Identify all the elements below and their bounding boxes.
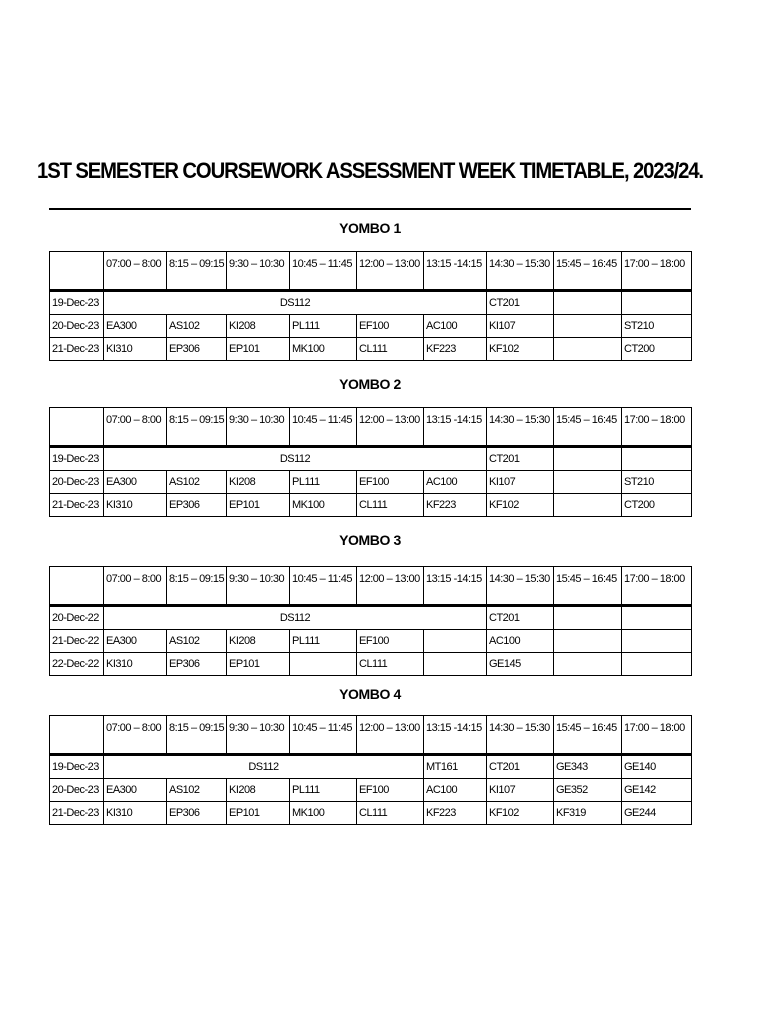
course-cell: EF100 (357, 779, 424, 802)
timetable-table (49, 566, 692, 676)
course-cell (554, 630, 622, 653)
course-cell: EF100 (357, 630, 424, 653)
course-cell: AS102 (167, 471, 227, 494)
course-cell: CT200 (622, 338, 692, 361)
date-cell: 21-Dec-22 (50, 630, 104, 653)
course-cell: AC100 (424, 779, 487, 802)
time-slot-header: 17:00 – 18:00 (622, 408, 692, 447)
time-slot-header: 10:45 – 11:45 (290, 567, 357, 606)
date-cell: 21-Dec-23 (50, 494, 104, 517)
time-slot-header: 15:45 – 16:45 (554, 716, 622, 755)
time-slot-header: 14:30 – 15:30 (487, 716, 554, 755)
course-cell: EA300 (104, 315, 167, 338)
time-slot-header: 13:15 -14:15 (424, 567, 487, 606)
date-cell: 20-Dec-22 (50, 606, 104, 630)
course-cell (622, 630, 692, 653)
time-slot-header: 07:00 – 8:00 (104, 716, 167, 755)
course-cell: EA300 (104, 779, 167, 802)
course-cell (622, 606, 692, 630)
time-slot-header: 12:00 – 13:00 (357, 408, 424, 447)
course-cell (554, 653, 622, 676)
course-cell: PL111 (290, 630, 357, 653)
course-cell: EP306 (167, 494, 227, 517)
section-title: YOMBO 2 (339, 376, 401, 392)
merged-course-cell: DS112 (104, 606, 487, 630)
page-title: 1ST SEMESTER COURSEWORK ASSESSMENT WEEK TIMETABLE, 2023/24. (37, 158, 703, 183)
course-cell (622, 653, 692, 676)
merged-course-cell: DS112 (104, 447, 487, 471)
course-cell: PL111 (290, 779, 357, 802)
course-cell (554, 447, 622, 471)
table-row (50, 802, 692, 825)
time-slot-header: 14:30 – 15:30 (487, 567, 554, 606)
course-cell: KF223 (424, 802, 487, 825)
table-row (50, 653, 692, 676)
course-cell (554, 338, 622, 361)
course-cell (554, 471, 622, 494)
course-cell: CT201 (487, 447, 554, 471)
course-cell: EP306 (167, 653, 227, 676)
date-cell: 19-Dec-23 (50, 447, 104, 471)
time-slot-header: 12:00 – 13:00 (357, 567, 424, 606)
time-slot-header: 13:15 -14:15 (424, 408, 487, 447)
course-cell: AS102 (167, 779, 227, 802)
time-slot-header: 17:00 – 18:00 (622, 716, 692, 755)
table-row (50, 471, 692, 494)
time-slot-header: 07:00 – 8:00 (104, 408, 167, 447)
date-cell: 20-Dec-23 (50, 315, 104, 338)
course-cell: EF100 (357, 315, 424, 338)
course-cell: CT201 (487, 291, 554, 315)
time-slot-header: 9:30 – 10:30 (227, 252, 290, 291)
date-cell: 22-Dec-22 (50, 653, 104, 676)
course-cell: MT161 (424, 755, 487, 779)
header-row (50, 252, 692, 291)
table-row (50, 315, 692, 338)
course-cell (554, 494, 622, 517)
course-cell: KF102 (487, 802, 554, 825)
time-slot-header: 12:00 – 13:00 (357, 716, 424, 755)
course-cell: GE140 (622, 755, 692, 779)
time-slot-header: 14:30 – 15:30 (487, 408, 554, 447)
course-cell: KF102 (487, 338, 554, 361)
course-cell: CL111 (357, 802, 424, 825)
course-cell: EA300 (104, 630, 167, 653)
course-cell (622, 291, 692, 315)
course-cell: CT201 (487, 755, 554, 779)
time-slot-header: 17:00 – 18:00 (622, 567, 692, 606)
course-cell: KI208 (227, 630, 290, 653)
course-cell: AS102 (167, 315, 227, 338)
course-cell: KI310 (104, 494, 167, 517)
table-row (50, 494, 692, 517)
time-slot-header: 17:00 – 18:00 (622, 252, 692, 291)
course-cell: PL111 (290, 471, 357, 494)
course-cell: EP306 (167, 802, 227, 825)
course-cell: PL111 (290, 315, 357, 338)
merged-course-cell: DS112 (104, 755, 424, 779)
time-slot-header: 10:45 – 11:45 (290, 716, 357, 755)
course-cell: MK100 (290, 494, 357, 517)
course-cell: KI208 (227, 315, 290, 338)
table-row (50, 447, 692, 471)
table-row (50, 755, 692, 779)
table-row (50, 291, 692, 315)
course-cell: CT200 (622, 494, 692, 517)
course-cell: KI208 (227, 779, 290, 802)
time-slot-header: 12:00 – 13:00 (357, 252, 424, 291)
course-cell: CT201 (487, 606, 554, 630)
course-cell: EP101 (227, 653, 290, 676)
course-cell: CL111 (357, 653, 424, 676)
table-row (50, 779, 692, 802)
section-title: YOMBO 4 (339, 686, 401, 702)
time-slot-header: 15:45 – 16:45 (554, 408, 622, 447)
time-slot-header: 8:15 – 09:15 (167, 567, 227, 606)
course-cell: EP101 (227, 802, 290, 825)
timetable-table (49, 251, 692, 361)
course-cell: KI310 (104, 338, 167, 361)
time-slot-header: 13:15 -14:15 (424, 252, 487, 291)
section-title: YOMBO 3 (339, 532, 401, 548)
course-cell: MK100 (290, 338, 357, 361)
course-cell: KF223 (424, 494, 487, 517)
course-cell (554, 291, 622, 315)
course-cell: ST210 (622, 471, 692, 494)
date-cell: 21-Dec-23 (50, 802, 104, 825)
course-cell: AC100 (424, 471, 487, 494)
course-cell: GE343 (554, 755, 622, 779)
time-slot-header: 10:45 – 11:45 (290, 408, 357, 447)
title-rule (49, 208, 691, 210)
course-cell: GE145 (487, 653, 554, 676)
time-slot-header: 9:30 – 10:30 (227, 567, 290, 606)
time-slot-header: 9:30 – 10:30 (227, 716, 290, 755)
time-slot-header: 14:30 – 15:30 (487, 252, 554, 291)
course-cell: KI208 (227, 471, 290, 494)
course-cell: GE142 (622, 779, 692, 802)
header-row (50, 408, 692, 447)
course-cell: EP306 (167, 338, 227, 361)
timetable-table (49, 715, 692, 825)
time-slot-header: 9:30 – 10:30 (227, 408, 290, 447)
course-cell: EA300 (104, 471, 167, 494)
course-cell: KI310 (104, 802, 167, 825)
course-cell: MK100 (290, 802, 357, 825)
course-cell: AS102 (167, 630, 227, 653)
course-cell: ST210 (622, 315, 692, 338)
corner-cell (50, 716, 104, 755)
course-cell: CL111 (357, 338, 424, 361)
merged-course-cell: DS112 (104, 291, 487, 315)
time-slot-header: 07:00 – 8:00 (104, 252, 167, 291)
header-row (50, 567, 692, 606)
course-cell: KI107 (487, 471, 554, 494)
course-cell: KI107 (487, 315, 554, 338)
corner-cell (50, 567, 104, 606)
date-cell: 20-Dec-23 (50, 779, 104, 802)
table-row (50, 338, 692, 361)
course-cell (622, 447, 692, 471)
time-slot-header: 8:15 – 09:15 (167, 252, 227, 291)
time-slot-header: 07:00 – 8:00 (104, 567, 167, 606)
time-slot-header: 13:15 -14:15 (424, 716, 487, 755)
course-cell: AC100 (487, 630, 554, 653)
course-cell: EF100 (357, 471, 424, 494)
date-cell: 20-Dec-23 (50, 471, 104, 494)
header-row (50, 716, 692, 755)
course-cell: KF102 (487, 494, 554, 517)
date-cell: 19-Dec-23 (50, 755, 104, 779)
section-title: YOMBO 1 (339, 220, 401, 236)
time-slot-header: 15:45 – 16:45 (554, 252, 622, 291)
course-cell: KI107 (487, 779, 554, 802)
table-row (50, 630, 692, 653)
course-cell (424, 630, 487, 653)
course-cell (290, 653, 357, 676)
course-cell: EP101 (227, 338, 290, 361)
date-cell: 21-Dec-23 (50, 338, 104, 361)
course-cell: GE244 (622, 802, 692, 825)
course-cell (554, 315, 622, 338)
time-slot-header: 8:15 – 09:15 (167, 408, 227, 447)
course-cell (424, 653, 487, 676)
table-row (50, 606, 692, 630)
course-cell: KF319 (554, 802, 622, 825)
time-slot-header: 10:45 – 11:45 (290, 252, 357, 291)
course-cell: EP101 (227, 494, 290, 517)
corner-cell (50, 408, 104, 447)
time-slot-header: 15:45 – 16:45 (554, 567, 622, 606)
course-cell: AC100 (424, 315, 487, 338)
timetable-table (49, 407, 692, 517)
course-cell: KF223 (424, 338, 487, 361)
course-cell: CL111 (357, 494, 424, 517)
corner-cell (50, 252, 104, 291)
course-cell (554, 606, 622, 630)
course-cell: KI310 (104, 653, 167, 676)
course-cell: GE352 (554, 779, 622, 802)
time-slot-header: 8:15 – 09:15 (167, 716, 227, 755)
date-cell: 19-Dec-23 (50, 291, 104, 315)
